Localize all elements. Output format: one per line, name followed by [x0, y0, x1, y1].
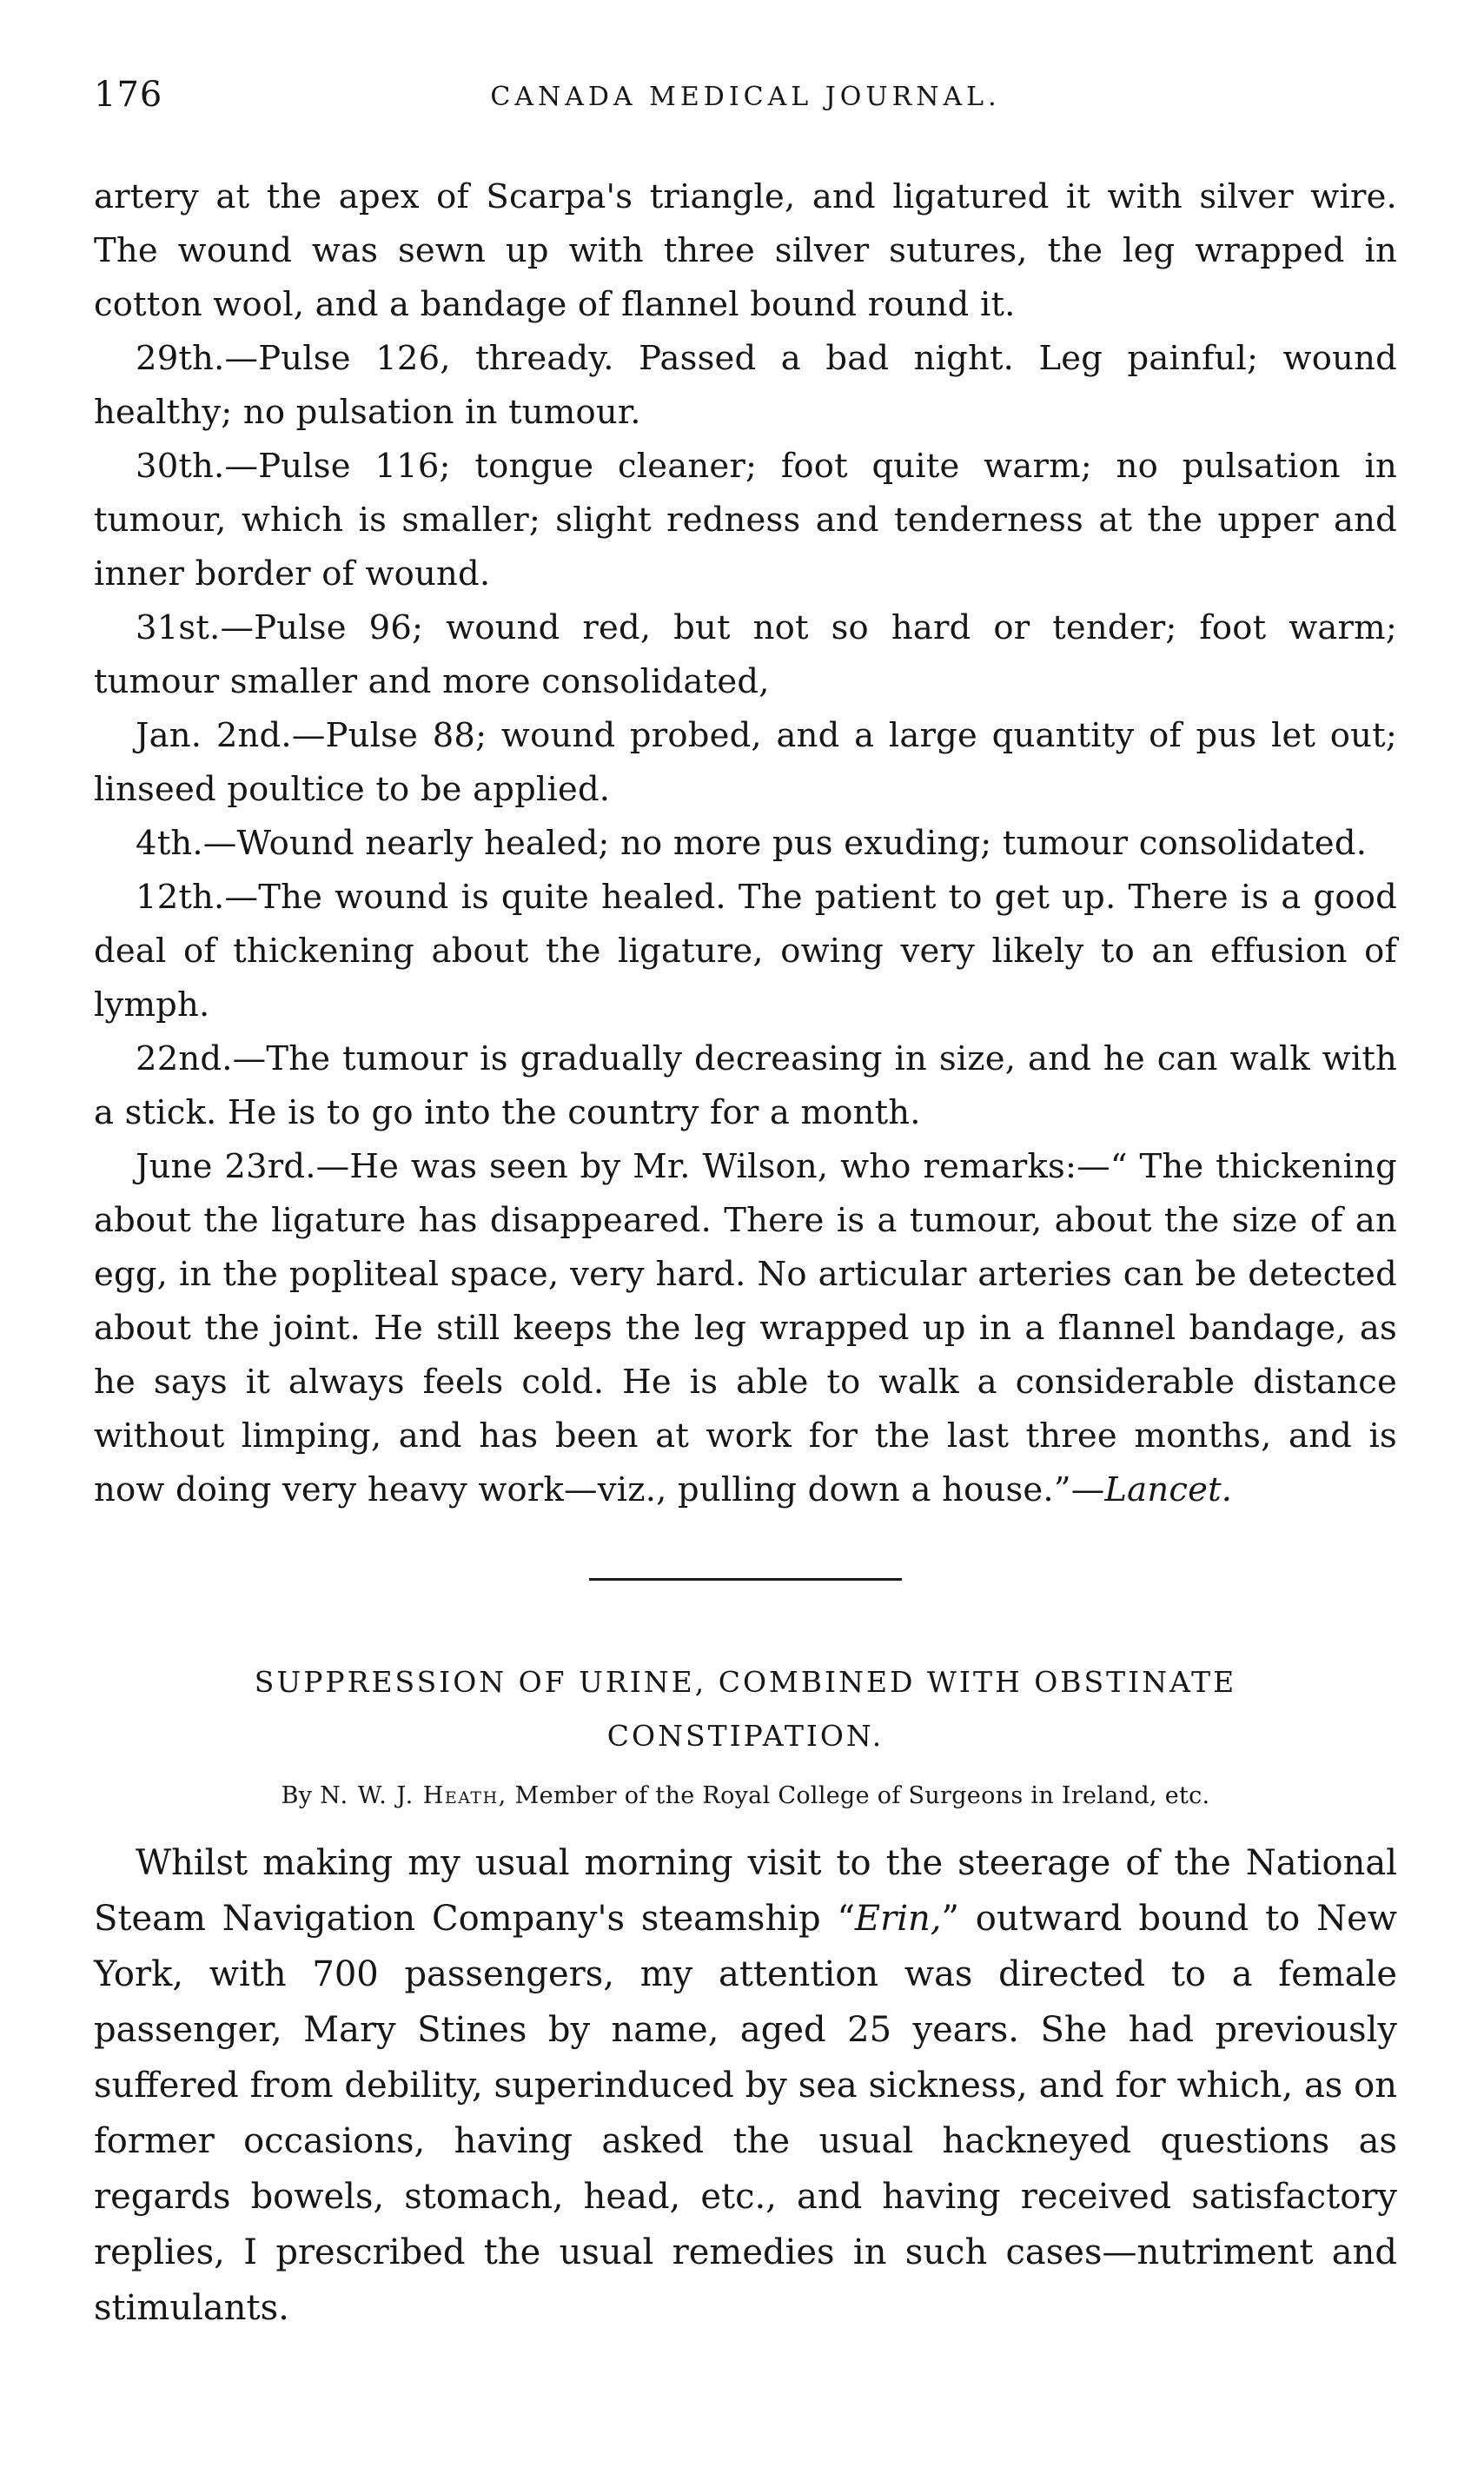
- article-body: [94, 1835, 1397, 2336]
- case-entry-4th: 4th.—Wound nearly healed; no more pus exuding; tumour consolidated.: [136, 824, 1368, 863]
- section-divider: [589, 1578, 902, 1581]
- case-entry-12th: 12th.—The wound is quite healed. The patient to get up. There is a good deal of thickening about the ligature, owing very likely to an effusion of lymph.: [94, 878, 1397, 1025]
- source-citation: Lancet.: [1104, 1470, 1233, 1509]
- article-first-paragraph: [94, 1835, 1397, 2336]
- journal-title: CANADA MEDICAL JOURNAL.: [490, 82, 1001, 112]
- case-opening-paragraph: artery at the apex of Scarpa's triangle, and ligatured it with silver wire. The wound was sewn up with three silver sutures, the leg wrapped in cotton wool, and a bandage of flannel bound round it.: [94, 177, 1397, 324]
- case-entry-jan-2nd: Jan. 2nd.—Pulse 88; wound probed, and a large quantity of pus let out; linseed poultice to be applied.: [94, 716, 1397, 809]
- case-continuation: [94, 170, 1397, 1517]
- page-number: 176: [94, 75, 163, 115]
- byline-prefix: By: [281, 1782, 313, 1809]
- byline-author: N. W. J. Heath,: [320, 1782, 507, 1809]
- article-text-after-ship: ” outward bound to New York, with 700 passengers, my attention was directed to a female passenger, Mary Stines by name, aged 25 years. She had previously suffered from debility, superinduced by sea sickness, and for which, as on former occasions, having asked the usual hackneyed questions as regards bowels, stomach, head, etc., and having received satisfactory replies, I prescribed the usual remedies in such cases—nutriment and stimulants.: [94, 1899, 1397, 2328]
- journal-page: [94, 75, 1397, 2336]
- case-entry-22nd: 22nd.—The tumour is gradually decreasing in size, and he can walk with a stick. He is to go into the country for a month.: [94, 1039, 1397, 1132]
- case-entry-29th: 29th.—Pulse 126, thready. Passed a bad night. Leg painful; wound healthy; no pulsation in tumour.: [94, 339, 1397, 432]
- article-text-before-ship: Whilst making my usual morning visit to the steerage of the National Steam Navigation Company's steamship “: [94, 1843, 1397, 1939]
- running-head: [94, 75, 1397, 127]
- ship-name: Erin,: [854, 1899, 942, 1939]
- case-entry-30th: 30th.—Pulse 116; tongue cleaner; foot quite warm; no pulsation in tumour, which is smaller; slight redness and tenderness at the upper and inner border of wound.: [94, 447, 1397, 594]
- june-23rd-text: June 23rd.—He was seen by Mr. Wilson, who remarks:—“ The thickening about the ligature has disappeared. There is a tumour, about the size of an egg, in the popliteal space, very hard. No articular arteries can be detected about the joint. He still keeps the leg wrapped up in a flannel bandage, as he says it always feels cold. He is able to walk a considerable distance without limping, and has been at work for the last three months, and is now doing very heavy work—viz., pulling down a house.”—: [94, 1147, 1397, 1509]
- byline-credentials: Member of the Royal College of Surgeons in Ireland, etc.: [514, 1782, 1210, 1809]
- article-byline: [94, 1782, 1397, 1809]
- article-title: SUPPRESSION OF URINE, COMBINED WITH OBSTINATE CONSTIPATION.: [254, 1665, 1237, 1753]
- case-entry-31st: 31st.—Pulse 96; wound red, but not so hard or tender; foot warm; tumour smaller and more consolidated,: [94, 608, 1397, 701]
- case-entry-june-23rd: [94, 1140, 1397, 1517]
